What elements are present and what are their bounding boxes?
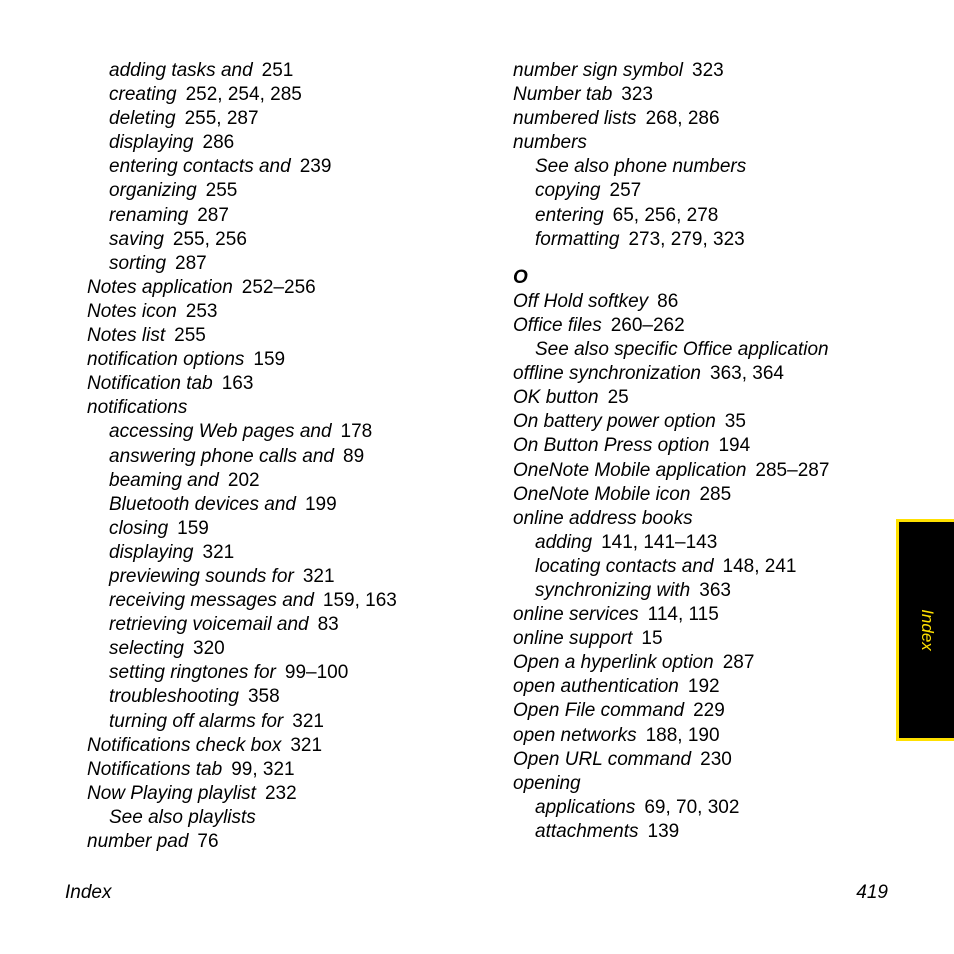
entry-term: previewing sounds for	[109, 565, 294, 587]
entry-term: Now Playing playlist	[87, 782, 256, 804]
index-subentry	[513, 531, 829, 555]
entry-term: See also phone numbers	[535, 156, 747, 178]
entry-page-refs[interactable]: 251	[261, 60, 294, 81]
entry-term: setting ringtones for	[109, 662, 276, 684]
entry-page-refs[interactable]: 252, 254, 285	[185, 84, 302, 106]
index-subentry	[513, 179, 829, 203]
entry-term: creating	[109, 84, 177, 106]
entry-page-refs[interactable]: 287	[175, 252, 207, 274]
entry-page-refs[interactable]: 159	[177, 517, 209, 539]
entry-page-refs[interactable]: 83	[317, 614, 339, 636]
index-entry	[513, 724, 829, 748]
index-subentry	[87, 420, 397, 444]
index-entry	[513, 410, 829, 434]
entry-page-refs[interactable]: 199	[304, 493, 337, 515]
entry-page-refs[interactable]: 35	[724, 411, 746, 433]
index-subentry	[87, 228, 397, 252]
entry-page-refs[interactable]: 260–262	[610, 314, 685, 336]
entry-term: attachments	[535, 820, 639, 842]
index-subentry	[87, 613, 397, 637]
index-entry	[513, 699, 829, 723]
entry-term: turning off alarms for	[109, 710, 284, 732]
entry-term: Notes icon	[87, 300, 177, 322]
entry-term: On battery power option	[513, 411, 716, 433]
entry-term: adding tasks and	[109, 60, 253, 81]
index-entry	[513, 83, 829, 107]
index-entry	[513, 290, 829, 314]
entry-term: notifications	[87, 397, 188, 419]
entry-term: Number tab	[513, 84, 613, 106]
entry-page-refs[interactable]: 141, 141–143	[601, 531, 718, 553]
entry-term: Open a hyperlink option	[513, 652, 714, 674]
entry-page-refs[interactable]: 321	[302, 565, 335, 587]
entry-term: Off Hold softkey	[513, 290, 649, 312]
entry-term: numbers	[513, 132, 587, 154]
entry-page-refs[interactable]: 257	[609, 180, 642, 202]
entry-page-refs[interactable]: 239	[299, 156, 332, 178]
index-entry	[513, 507, 829, 531]
index-entry	[87, 300, 397, 324]
index-entry	[513, 483, 829, 507]
index-subentry	[87, 589, 397, 613]
index-entry	[87, 276, 397, 300]
index-entry	[87, 758, 397, 782]
entry-term: Open File command	[513, 700, 685, 722]
index-entry	[513, 386, 829, 410]
entry-page-refs[interactable]: 159, 163	[322, 590, 397, 612]
entry-term: locating contacts and	[535, 555, 714, 577]
index-entry	[87, 372, 397, 396]
index-entry	[87, 830, 397, 854]
entry-page-refs[interactable]: 320	[193, 638, 225, 660]
entry-page-refs[interactable]: 229	[693, 700, 725, 722]
entry-term: synchronizing with	[535, 579, 691, 601]
index-entry	[87, 782, 397, 806]
entry-page-refs[interactable]: 194	[718, 435, 751, 457]
index-side-tab[interactable]	[896, 519, 954, 741]
entry-page-refs[interactable]: 188, 190	[645, 724, 720, 746]
index-subentry	[87, 445, 397, 469]
index-entry	[513, 59, 829, 83]
entry-term: Bluetooth devices and	[109, 493, 296, 515]
index-subentry	[513, 155, 829, 179]
entry-term: See also playlists	[109, 806, 256, 828]
entry-term: number pad	[87, 831, 189, 852]
entry-term: entering	[535, 204, 604, 226]
index-subentry	[87, 661, 397, 685]
index-subentry	[513, 820, 829, 844]
entry-page-refs[interactable]: 148, 241	[722, 555, 797, 577]
entry-page-refs[interactable]: 99–100	[284, 662, 349, 684]
index-subentry	[87, 637, 397, 661]
entry-term: online services	[513, 604, 639, 626]
index-column-right	[513, 59, 829, 844]
index-subentry	[87, 107, 397, 131]
index-entry	[513, 314, 829, 338]
entry-page-refs[interactable]: 69, 70, 302	[644, 796, 740, 818]
index-entry	[87, 396, 397, 420]
index-subentry	[87, 517, 397, 541]
index-entry	[513, 107, 829, 131]
entry-term: deleting	[109, 108, 176, 130]
entry-term: notification options	[87, 349, 245, 371]
entry-term: OK button	[513, 387, 599, 409]
index-entry	[513, 651, 829, 675]
index-entry	[513, 772, 829, 796]
index-subentry	[513, 555, 829, 579]
entry-term: Notes list	[87, 325, 166, 347]
entry-term: accessing Web pages and	[109, 421, 332, 443]
entry-term: saving	[109, 228, 164, 250]
entry-term: numbered lists	[513, 108, 637, 130]
entry-page-refs[interactable]: 363, 364	[710, 363, 784, 385]
entry-page-refs[interactable]: 202	[227, 469, 260, 491]
side-tab-label: Index	[917, 609, 937, 651]
entry-page-refs[interactable]: 358	[247, 686, 280, 708]
index-entry	[87, 324, 397, 348]
entry-page-refs[interactable]: 232	[264, 782, 297, 804]
entry-term: See also specific Office application	[535, 339, 829, 361]
index-entry	[87, 348, 397, 372]
entry-term: OneNote Mobile icon	[513, 483, 691, 505]
entry-term: displaying	[109, 132, 194, 154]
entry-term: opening	[513, 772, 581, 794]
entry-page-refs[interactable]: 268, 286	[645, 108, 720, 130]
entry-page-refs[interactable]: 323	[621, 84, 653, 106]
entry-term: number sign symbol	[513, 60, 684, 81]
entry-term: sorting	[109, 252, 167, 274]
index-subentry	[87, 155, 397, 179]
entry-page-refs[interactable]: 159	[253, 349, 286, 371]
index-subentry	[513, 579, 829, 603]
index-entry	[513, 748, 829, 772]
entry-page-refs[interactable]: 89	[343, 445, 365, 467]
index-subentry	[87, 179, 397, 203]
entry-page-refs[interactable]: 99, 321	[231, 758, 295, 780]
entry-page-refs[interactable]: 192	[687, 676, 720, 698]
index-subentry	[87, 806, 397, 830]
entry-term: closing	[109, 517, 169, 539]
entry-page-refs[interactable]: 65, 256, 278	[612, 204, 719, 226]
footer-page-number: 419	[856, 882, 888, 903]
index-subentry	[87, 685, 397, 709]
entry-term: applications	[535, 796, 636, 818]
index-entry	[513, 362, 829, 386]
entry-term: entering contacts and	[109, 156, 291, 178]
entry-page-refs[interactable]: 15	[641, 628, 663, 650]
entry-term: Notifications tab	[87, 758, 223, 780]
entry-page-refs[interactable]: 178	[340, 421, 373, 443]
entry-term: offline synchronization	[513, 363, 701, 385]
entry-page-refs[interactable]: 255, 287	[184, 108, 259, 130]
entry-page-refs[interactable]: 163	[221, 373, 254, 395]
entry-term: Office files	[513, 314, 602, 336]
entry-page-refs[interactable]: 139	[647, 820, 680, 842]
index-subentry	[87, 541, 397, 565]
entry-page-refs[interactable]: 323	[692, 60, 724, 81]
entry-term: Notification tab	[87, 373, 213, 395]
index-subentry	[87, 565, 397, 589]
footer-section-title: Index	[65, 882, 112, 903]
entry-page-refs[interactable]: 255, 256	[172, 228, 247, 250]
entry-page-refs[interactable]: 321	[202, 541, 235, 563]
entry-page-refs[interactable]: 86	[657, 290, 679, 312]
index-subentry	[513, 228, 829, 252]
entry-term: beaming and	[109, 469, 219, 491]
entry-term: Notifications check box	[87, 734, 282, 756]
entry-term: adding	[535, 531, 593, 553]
entry-term: open authentication	[513, 676, 679, 698]
index-letter-heading: O	[513, 266, 528, 288]
index-subentry	[87, 131, 397, 155]
index-subentry	[87, 83, 397, 107]
entry-term: copying	[535, 180, 601, 202]
entry-term: receiving messages and	[109, 590, 314, 612]
index-subentry	[513, 338, 829, 362]
index-entry	[513, 603, 829, 627]
index-entry	[513, 131, 829, 155]
entry-page-refs[interactable]: 285–287	[755, 459, 830, 481]
entry-term: troubleshooting	[109, 686, 239, 708]
index-entry	[513, 627, 829, 651]
entry-term: Notes application	[87, 276, 233, 298]
index-entry	[513, 675, 829, 699]
entry-page-refs[interactable]: 363	[699, 579, 731, 601]
index-subentry	[87, 252, 397, 276]
entry-page-refs[interactable]: 255	[174, 325, 206, 347]
index-subentry	[513, 204, 829, 228]
entry-page-refs[interactable]: 273, 279, 323	[628, 228, 745, 250]
entry-page-refs[interactable]: 255	[205, 180, 238, 202]
entry-term: On Button Press option	[513, 435, 710, 457]
index-entry	[513, 459, 829, 483]
entry-page-refs[interactable]: 321	[290, 734, 323, 756]
index-subentry	[87, 59, 397, 83]
entry-term: online address books	[513, 507, 693, 529]
entry-term: OneNote Mobile application	[513, 459, 747, 481]
entry-term: formatting	[535, 228, 620, 250]
entry-term: renaming	[109, 204, 189, 226]
entry-term: selecting	[109, 638, 184, 660]
entry-page-refs[interactable]: 114, 115	[647, 604, 719, 626]
index-entry	[513, 434, 829, 458]
index-subentry	[87, 469, 397, 493]
entry-page-refs[interactable]: 286	[202, 132, 235, 154]
entry-term: displaying	[109, 541, 194, 563]
entry-page-refs[interactable]: 287	[722, 652, 755, 674]
entry-page-refs[interactable]: 25	[607, 387, 629, 409]
entry-page-refs[interactable]: 285	[699, 483, 732, 505]
entry-page-refs[interactable]: 252–256	[241, 276, 316, 298]
entry-page-refs[interactable]: 287	[197, 204, 229, 226]
index-entry	[87, 734, 397, 758]
entry-page-refs[interactable]: 253	[185, 300, 218, 322]
index-subentry	[87, 710, 397, 734]
index-column-left	[87, 59, 397, 854]
entry-term: online support	[513, 628, 633, 650]
entry-page-refs[interactable]: 321	[292, 710, 324, 732]
entry-page-refs[interactable]: 76	[197, 831, 219, 852]
entry-term: answering phone calls and	[109, 445, 334, 467]
entry-term: open networks	[513, 724, 637, 746]
entry-page-refs[interactable]: 230	[700, 748, 732, 770]
index-subentry	[87, 493, 397, 517]
index-subentry	[87, 204, 397, 228]
index-subentry	[513, 796, 829, 820]
entry-term: retrieving voicemail and	[109, 614, 309, 636]
entry-term: Open URL command	[513, 748, 692, 770]
entry-term: organizing	[109, 180, 197, 202]
